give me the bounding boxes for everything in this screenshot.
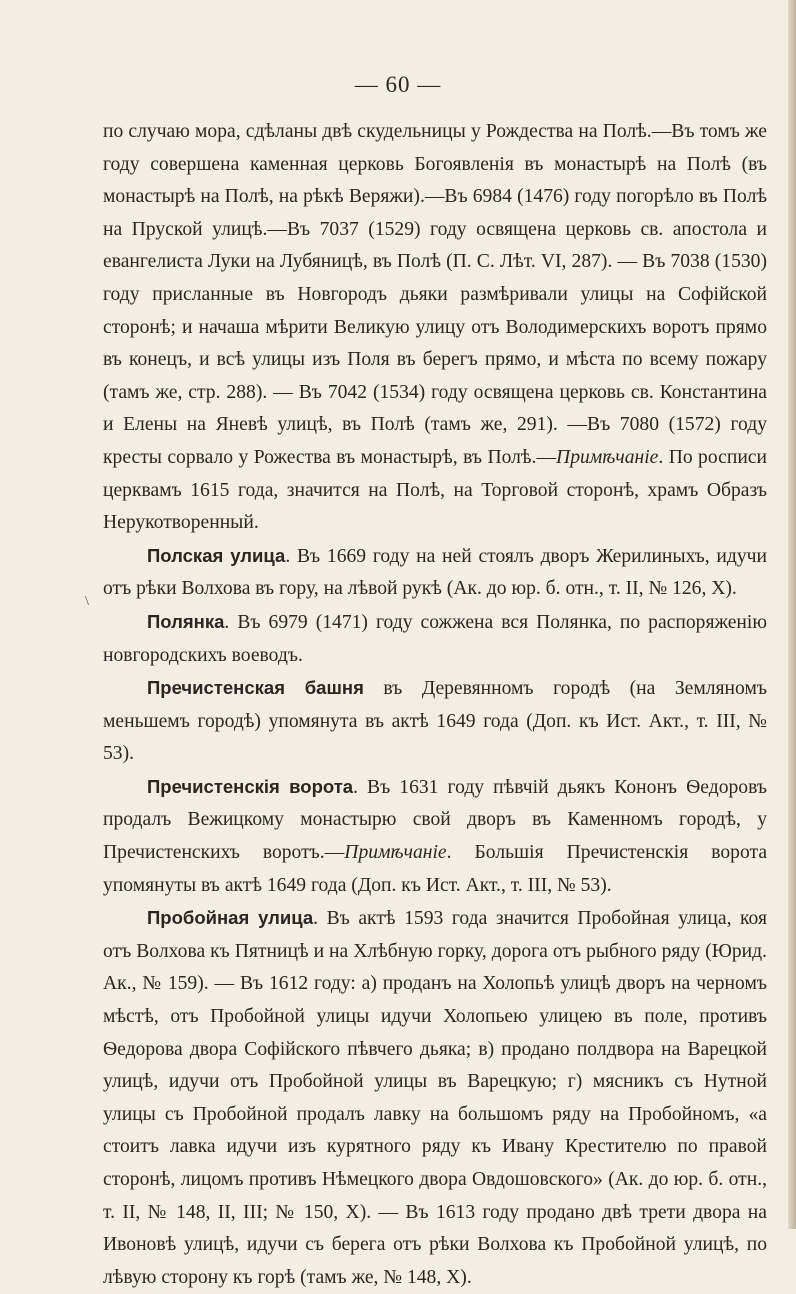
page-number: — 60 — [354,72,442,97]
page-body [103,116,767,1294]
page-edge-shadow [788,0,796,1229]
entry-heading: Пробойная улица [147,907,314,929]
entry-heading: Полская улица [147,544,286,566]
text-segment: по случаю мора, сдѣланы двѣ скудельницы у Рождества на Полѣ.—Въ томъ же году совершена каменная церковь Богоявленія въ монастырѣ на Полѣ (въ монастырѣ на Полѣ, на рѣкѣ Веряжи).—Въ 6984 (1476) году погорѣло въ Полѣ на Пруской улицѣ.—Въ 7037 (1529) году освящена церковь св. апостола и евангелиста Луки на Лубяницѣ, въ Полѣ (П. С. Лѣт. VI, 287). — Въ 7038 (1530) году присланные въ Новгородъ дьяки размѣривали улицы на Софійской сторонѣ; и начаша мѣрити Великую улицу отъ Володимерскихъ воротъ прямо въ конецъ, и всѣ улицы изъ Поля въ берегъ прямо, и мѣста по всему пожару (тамъ же, стр. 288). — Въ 7042 (1534) году освящена церковь св. Константина и Елены на Яневѣ улицѣ, въ Полѣ (тамъ же, 291). —Въ 7080 (1572) году кресты сорвало у Рожества въ монастырѣ, въ Полѣ.— [103,121,767,468]
text-segment: . Въ актѣ 1593 года значится Пробойная улица, коя отъ Волхова къ Пятницѣ и на Хлѣбную горку, дорога отъ рыбного ряду (Юрид. Ак., № 159). — Въ 1612 году: а) проданъ на Холопьѣ улицѣ дворъ на черномъ мѣстѣ, отъ Пробойной улицы идучи Холопьею улицею въ поле, противъ Ѳедорова двора Софійского пѣвчего дьяка; в) продано полдвора на Варецкой улицѣ, идучи отъ Пробойной улицы въ Варецкую; г) мясникъ съ Нутной улицы съ Пробойной продалъ лавку на большомъ ряду на Пробойномъ, «а стоитъ лавка идучи изъ курятного ряду къ Ивану Крестителю по правой сторонѣ, лицомъ противъ Нѣмецкого двора Овдошовского» (Ак. до юр. б. отн., т. II, № 148, II, III; № 150, X). — Въ 1613 году продано двѣ трети двора на Ивоновѣ улицѣ, идучи съ берега отъ рѣки Волхова къ Пробойной улицѣ, по лѣвую сторону къ горѣ (тамъ же, № 148, X). [103,908,767,1288]
entry-heading: Пречистенскія ворота [147,775,354,797]
note-label: Примѣчаніе [344,842,447,864]
text-segment: . По росписи церквамъ 1615 года, значится на Полѣ, на Торговой сторонѣ, храмъ Образъ Нерукотворенный. [103,446,767,534]
entry-heading: Полянка [147,610,225,632]
paragraph-intro [103,116,767,540]
text-segment: . Въ 1631 году пѣвчій дьякъ Кононъ Ѳедоровъ продалъ Вежицкому монастырю свой дворъ въ Каменномъ городѣ, у Пречистенскихъ воротъ.— [103,776,767,864]
text-segment: . Въ 6979 (1471) году сожжена вся Полянка, по распоряженію новгородскихъ воеводъ. [103,611,767,666]
note-label: Примѣчаніе [556,446,659,468]
entry-prechistenskaya-bashnya [103,672,767,771]
entry-prechistenskiya-vorota [103,771,767,902]
text-segment: въ Деревянномъ городѣ (на Земляномъ меньшемъ городѣ) упомянута въ актѣ 1649 года (Доп. къ Ист. Акт., т. III, № 53). [103,678,767,765]
entry-polskaya-ulitsa [103,540,767,606]
margin-mark: \ [85,594,89,609]
entry-polyanka [103,606,767,672]
entry-heading: Пречистенская башня [147,677,364,699]
entry-proboynaya-ulitsa [103,902,767,1294]
text-segment: . Въ 1669 году на ней стоялъ дворъ Жерилиныхъ, идучи отъ рѣки Волхова въ гору, на лѣвой рукѣ (Ак. до юр. б. отн., т. II, № 126, X). [103,545,767,600]
text-segment: . Большія Пречистенскія ворота упомянуты въ актѣ 1649 года (Доп. къ Ист. Акт., т. III, № 53). [103,842,768,896]
